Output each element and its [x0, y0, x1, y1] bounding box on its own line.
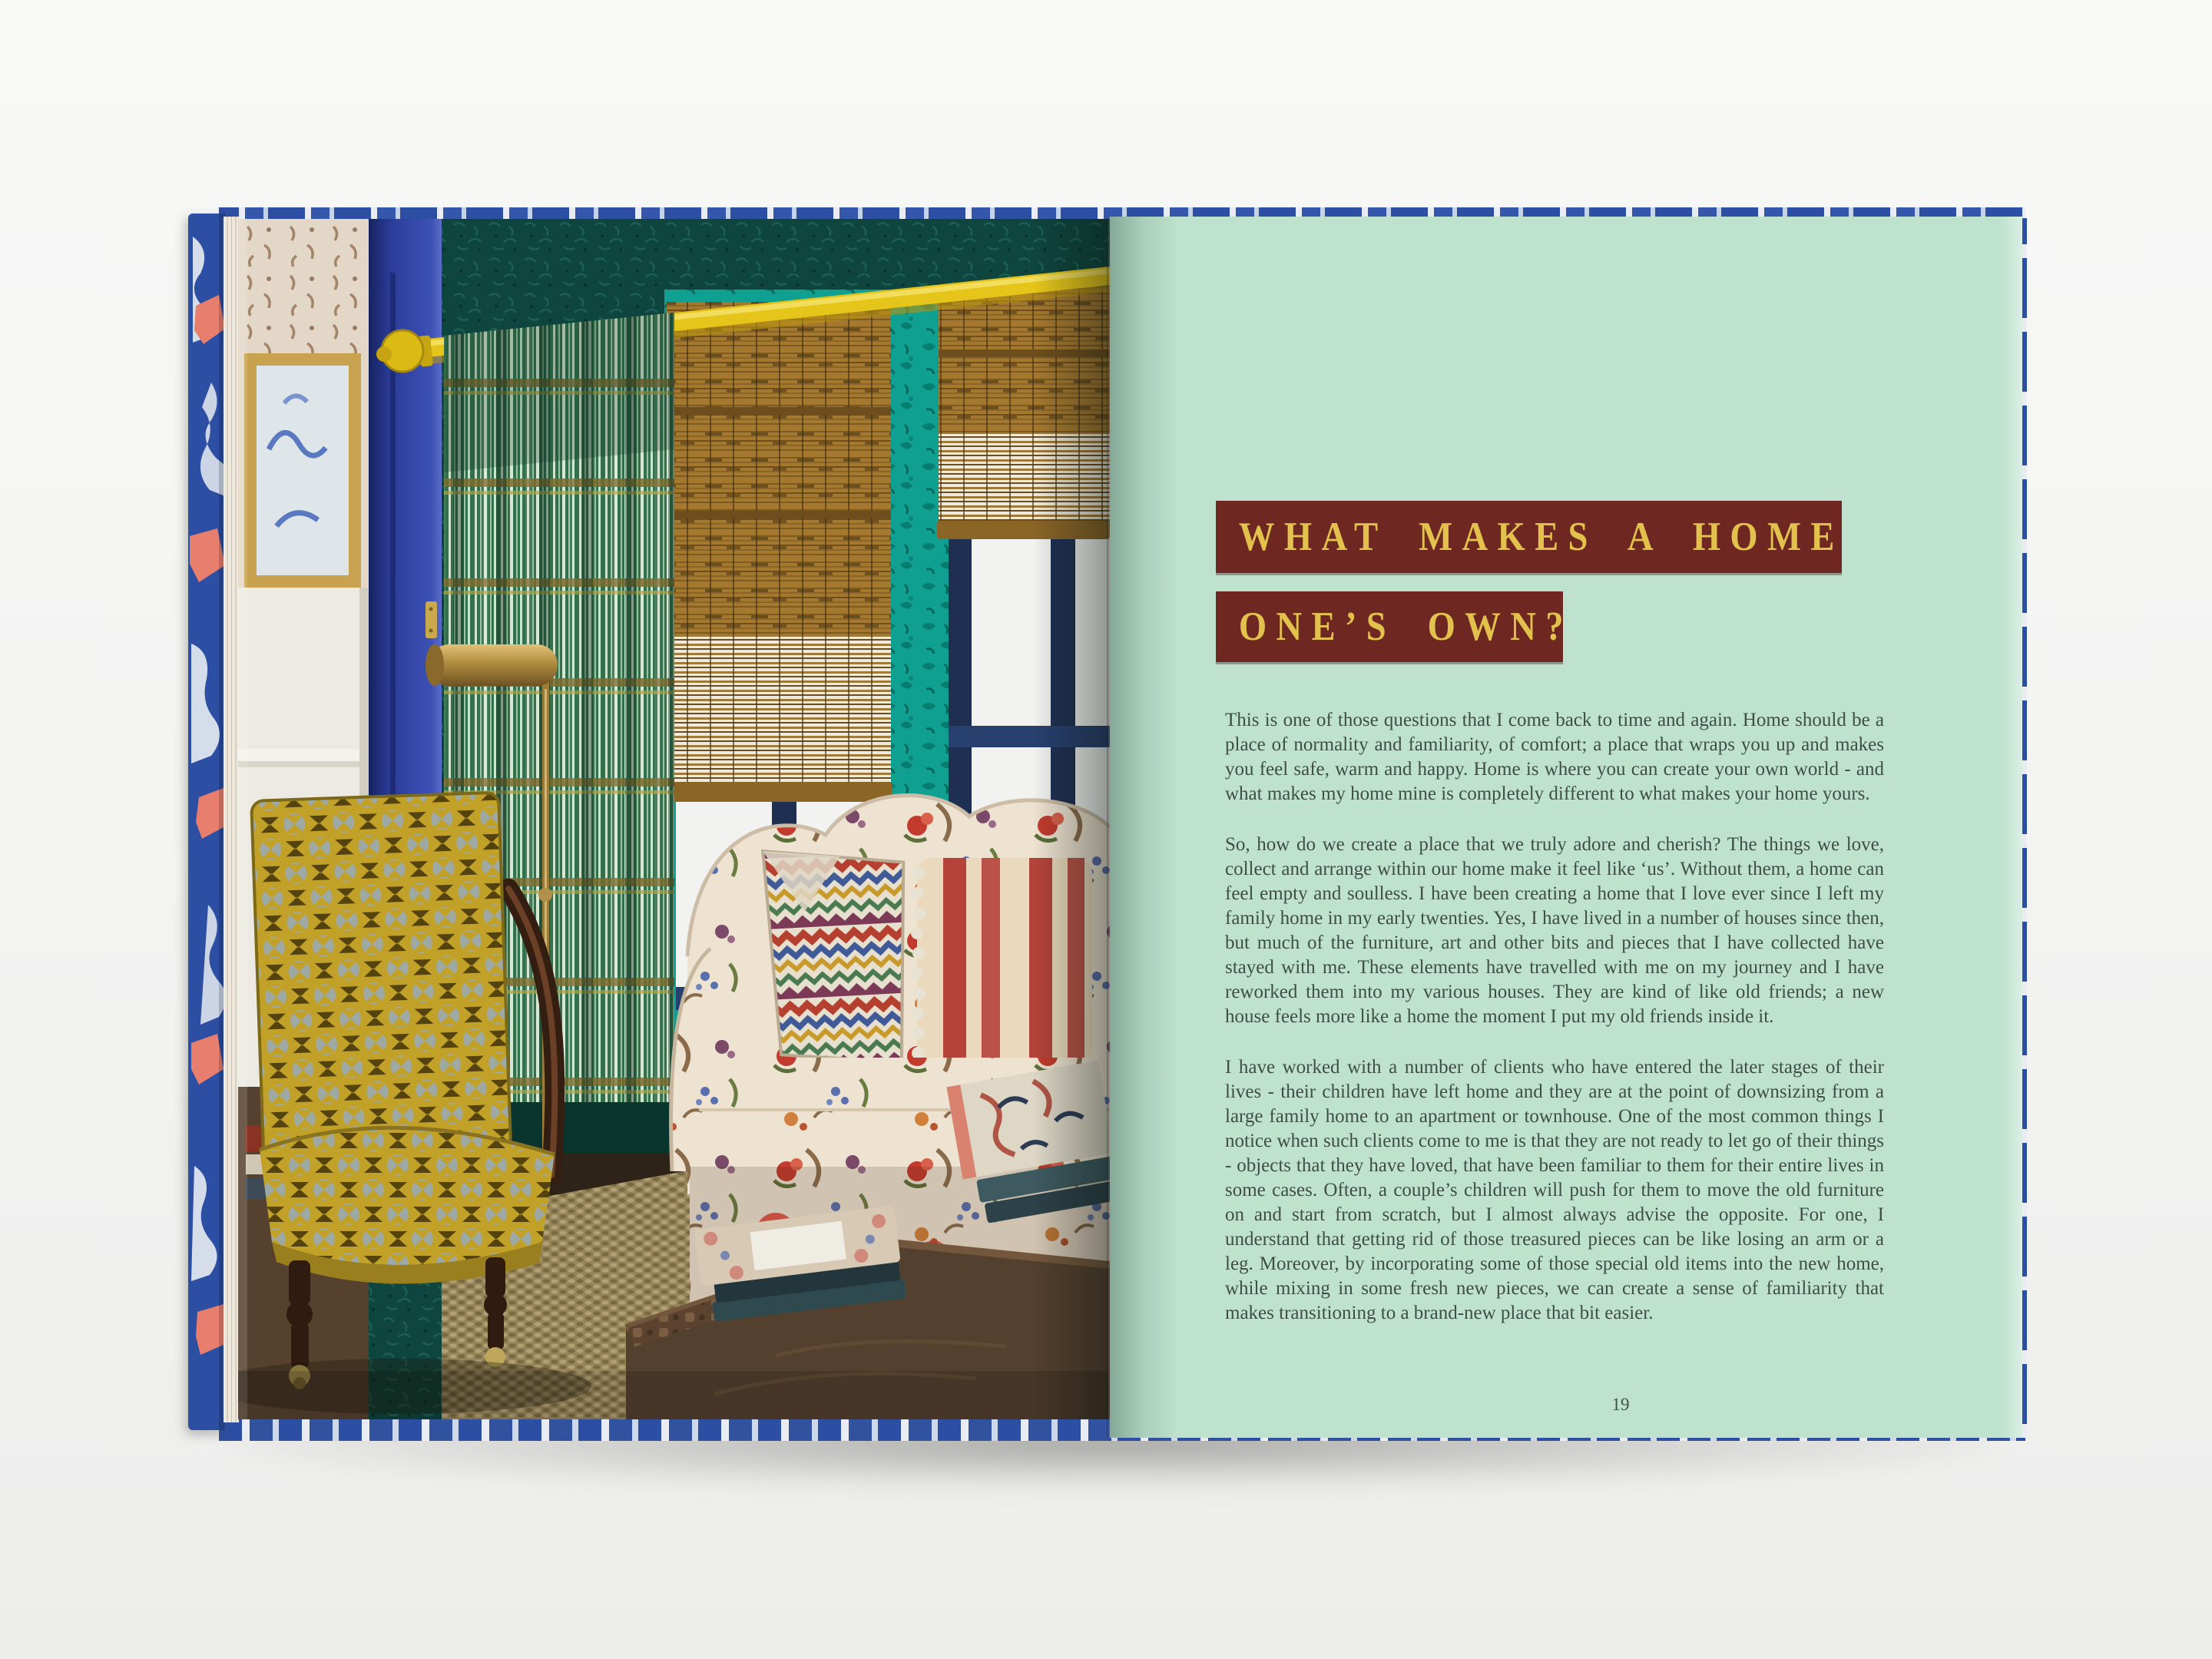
left-page-photo — [238, 219, 1110, 1419]
gutter-shadow — [1033, 219, 1110, 1419]
ikat-pillow — [763, 844, 914, 1069]
living-room-photo — [238, 219, 1110, 1419]
bamboo-blind-left — [665, 302, 892, 802]
body-text — [1225, 708, 1884, 1352]
right-page-gutter-shade — [1110, 217, 1179, 1438]
page-number: 19 — [1611, 1395, 1630, 1414]
chapter-title-banner-line2 — [1216, 591, 1573, 662]
book-cover-right-edge — [2022, 218, 2027, 1438]
chapter-title-banner-line1 — [1216, 501, 1842, 573]
paragraph-1: This is one of those questions that I come back to time and again. Home should be a place of normality and familiarity, of comfort; a place that wraps you up and makes you feel safe, warm and happy. Home is where you can create your own world - and what makes my home mine is completely different to what makes your home yours. — [1225, 710, 1884, 804]
open-book — [188, 207, 2028, 1449]
lamp-shade — [429, 644, 558, 686]
stacked-page-edges — [224, 217, 239, 1422]
book-cover-left-edge — [188, 214, 225, 1430]
chapter-title-line2: ONE’S OWN? — [1238, 604, 1573, 649]
right-page-edge-highlight — [2002, 217, 2022, 1438]
chair-back — [251, 793, 511, 1158]
paragraph-2: So, how do we create a place that we truly adore and cherish? The things we love, collect and arrange within our home make it feel like ‘us’. Without them, a home can feel empty and soulless. I have been creating a home that I love ever since I left my family home in my early twenties. Yes, I have lived in a number of houses since then, but much of the furniture, art and other bits and pieces that I have collected have stayed with me. These elements have travelled with me on my journey and I have reworked them into my various houses. They are kind of like old friends; a new house feels more like a home the moment I put my old friends inside it. — [1225, 834, 1884, 1027]
chair-seat — [260, 1128, 555, 1265]
brass-hinge — [426, 601, 437, 638]
chapter-title-line1: WHAT MAKES A HOME — [1238, 515, 1844, 559]
right-page — [1110, 217, 2022, 1438]
cover-pattern — [188, 214, 225, 1430]
paragraph-3: I have worked with a number of clients who have entered the later stages of their lives - their children have left home and they are at the point of downsizing from a large family home to an apartment or townhouse. One of the most common things I notice when such clients come to me is that they are not ready to let go of their things - objects that they have loved, that have been familiar to them for their entire lives in some cases. Often, a couple’s children will push for them to move the old furniture on and start from scratch, but I almost always advise the opposite. For one, I understand that getting rid of those treasured pieces can be like losing an arm or a leg. Moreover, by incorporating some of those special old items into the new home, while mixing in some fresh new pieces, we can create a sense of familiarity that makes transitioning to a brand-new place that bit easier. — [1225, 1057, 1884, 1323]
